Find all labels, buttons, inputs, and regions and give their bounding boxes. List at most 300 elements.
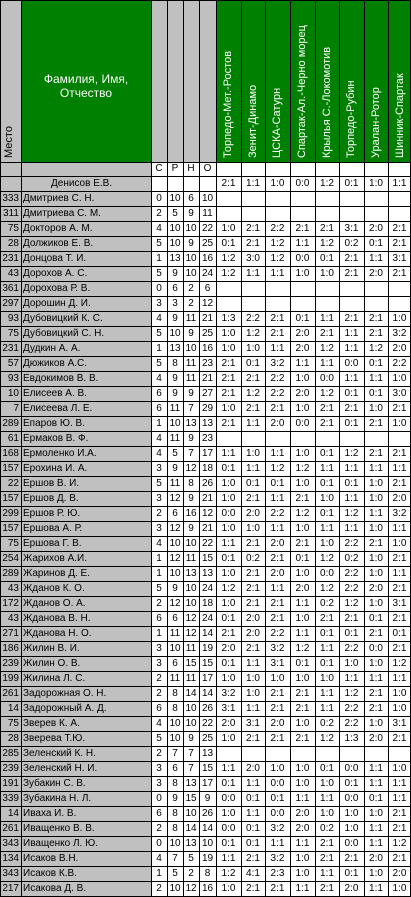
place-cell: 271	[2, 628, 19, 639]
score-cell: 1:1	[221, 853, 236, 864]
score-cell: 0:1	[344, 778, 359, 789]
stat-cell: 10	[185, 583, 197, 594]
stat-cell: 7	[188, 748, 194, 759]
stat-cell: 5	[156, 238, 162, 249]
stat-cell: 4	[156, 448, 162, 459]
score-cell	[290, 191, 315, 206]
grid-line	[265, 0, 266, 896]
score-cell: 2:2	[270, 373, 285, 384]
score-cell: 2:1	[392, 643, 407, 654]
grid-line	[0, 0, 411, 1]
stat-cell: 13	[185, 568, 197, 579]
score-cell	[315, 281, 339, 296]
stat-cell: 5	[172, 448, 178, 459]
grid-line	[0, 431, 411, 432]
grid-line	[241, 0, 242, 896]
score-cell: 3:0	[392, 388, 407, 399]
stat-cell: 6	[172, 613, 178, 624]
score-cell: 1:1	[221, 448, 236, 459]
name-cell: Зубакин С. В.	[23, 778, 86, 789]
score-cell: 1:0	[295, 673, 310, 684]
score-cell: 1:1	[344, 673, 359, 684]
score-cell	[216, 431, 241, 446]
place-cell: 186	[2, 643, 19, 654]
score-cell: 3:1	[392, 253, 407, 264]
score-cell: 1:1	[246, 778, 260, 789]
name-cell: Жилина Л. С.	[23, 673, 86, 684]
grid-line	[0, 611, 411, 612]
score-cell: 2:1	[344, 268, 359, 279]
score-cell: 0:1	[221, 838, 236, 849]
score-cell: 0:1	[221, 778, 236, 789]
score-cell: 0:0	[295, 178, 310, 189]
place-cell: 75	[7, 223, 19, 234]
stat-cell: 0	[156, 193, 162, 204]
stat-cell: 22	[201, 223, 214, 234]
stat-cell: 10	[185, 538, 197, 549]
grid-line	[0, 881, 411, 882]
score-cell: 1:1	[246, 808, 260, 819]
score-cell: 3:1	[392, 718, 407, 729]
score-cell: 2:1	[221, 358, 236, 369]
score-cell: 2:1	[270, 553, 285, 564]
name-cell: Исаков В.Н.	[23, 853, 79, 864]
score-cell: 2:1	[246, 238, 260, 249]
stat-cell: 10	[185, 808, 197, 819]
grid-line	[0, 551, 411, 552]
score-cell: 1:2	[344, 508, 359, 519]
score-cell	[339, 206, 364, 221]
score-cell	[241, 296, 265, 311]
place-cell: 361	[2, 283, 19, 294]
score-cell: 1:0	[369, 868, 383, 879]
stat-cell: 21	[201, 493, 214, 504]
grid-line	[0, 791, 411, 792]
score-cell: 2:1	[246, 568, 260, 579]
stat-header-label: Н	[187, 163, 195, 174]
score-cell: 2:0	[369, 583, 383, 594]
score-cell: 1:0	[320, 778, 334, 789]
grid-line	[0, 671, 411, 672]
score-cell: 1:0	[344, 808, 359, 819]
stat-cell: 18	[201, 463, 214, 474]
stat-cell: 23	[201, 433, 214, 444]
score-cell: 0:1	[246, 358, 260, 369]
grid-line	[0, 401, 411, 402]
name-cell: Задорожная О. Н.	[23, 688, 107, 699]
score-cell: 0:1	[320, 508, 334, 519]
grid-line	[0, 341, 411, 342]
grid-line	[0, 866, 411, 867]
score-cell: 1:0	[369, 553, 383, 564]
score-cell: 1:0	[221, 568, 236, 579]
name-cell: Дубовицкий С. Н.	[23, 328, 105, 339]
score-cell: 1:2	[270, 253, 285, 264]
stat-cell: 21	[201, 373, 214, 384]
score-cell: 2:1	[392, 478, 407, 489]
score-cell	[265, 746, 290, 761]
score-cell: 2:2	[344, 568, 359, 579]
stat-cell: 19	[201, 853, 214, 864]
stat-cell: 6	[156, 703, 162, 714]
stat-cell: 8	[188, 478, 194, 489]
stat-cell: 6	[156, 808, 162, 819]
stat-cell	[199, 176, 216, 191]
stat-cell	[183, 176, 199, 191]
score-cell: 2:1	[392, 583, 407, 594]
score-cell: 3:2	[392, 328, 407, 339]
stat-cell: 2	[188, 298, 194, 309]
score-cell: 2:1	[320, 838, 334, 849]
score-cell	[315, 296, 339, 311]
score-cell	[241, 191, 265, 206]
score-cell: 2:1	[392, 553, 407, 564]
place-cell: 7	[13, 403, 19, 414]
stat-cell: 5	[156, 733, 162, 744]
score-cell: 1:1	[369, 838, 383, 849]
stat-cell: 26	[201, 808, 214, 819]
grid-line	[0, 581, 411, 582]
score-cell: 1:0	[295, 523, 310, 534]
score-cell: 2:0	[369, 268, 383, 279]
grid-line	[0, 806, 411, 807]
score-cell: 1:1	[369, 463, 383, 474]
score-cell: 1:1	[344, 463, 359, 474]
score-cell: 0:2	[344, 553, 359, 564]
score-cell: 1:0	[392, 703, 407, 714]
stat-cell: 4	[156, 538, 162, 549]
score-cell: 3:0	[246, 253, 260, 264]
grid-line	[0, 236, 411, 237]
score-cell: 2:1	[295, 538, 310, 549]
stat-cell: 5	[172, 868, 178, 879]
score-cell: 1:2	[295, 463, 310, 474]
stat-header-label: Р	[171, 163, 179, 174]
score-cell: 2:0	[392, 493, 407, 504]
grid-line	[0, 386, 411, 387]
stat-cell: 16	[201, 883, 214, 894]
score-cell: 2:1	[392, 223, 407, 234]
stat-cell: 14	[201, 628, 214, 639]
grid-line	[388, 0, 389, 896]
stat-cell: 8	[172, 778, 178, 789]
match-header-label: Уралан-Ротор	[370, 87, 382, 158]
stat-cell: 8	[172, 823, 178, 834]
stat-cell: 13	[201, 568, 214, 579]
score-cell: 1:2	[221, 868, 236, 879]
score-cell: 1:1	[246, 463, 260, 474]
place-cell: 14	[7, 808, 19, 819]
score-cell: 2:0	[295, 343, 310, 354]
score-cell: 1:0	[295, 853, 310, 864]
stat-cell: 1	[156, 343, 162, 354]
stat-cell: 10	[169, 838, 181, 849]
name-cell: Дубовицкий К. С.	[23, 313, 103, 324]
score-cell: 1:1	[369, 253, 383, 264]
name-cell: Ершов Д. В.	[23, 493, 79, 504]
stat-cell: 27	[201, 388, 214, 399]
score-cell: 1:2	[221, 268, 236, 279]
stat-cell: 6	[156, 613, 162, 624]
score-cell: 2:1	[369, 628, 383, 639]
score-cell	[364, 281, 388, 296]
name-cell: Дорошин Д. И.	[23, 298, 91, 309]
score-cell: 2:2	[344, 538, 359, 549]
place-cell: 57	[7, 358, 19, 369]
score-cell: 1:2	[369, 343, 383, 354]
place-cell: 217	[2, 883, 19, 894]
stat-cell: 8	[204, 868, 211, 879]
score-cell: 1:2	[221, 253, 236, 264]
score-cell: 1:0	[246, 673, 260, 684]
score-cell: 1:0	[392, 418, 407, 429]
score-cell: 1:0	[221, 223, 236, 234]
score-cell: 2:2	[344, 643, 359, 654]
grid-line	[0, 206, 411, 207]
score-cell: 2:1	[270, 598, 285, 609]
grid-line	[216, 0, 217, 896]
score-cell	[241, 431, 265, 446]
stat-header-label: О	[203, 163, 212, 174]
score-cell	[364, 746, 388, 761]
score-cell: 2:1	[246, 373, 260, 384]
score-cell: 2:1	[270, 328, 285, 339]
score-cell: 1:0	[246, 343, 260, 354]
stat-cell: 13	[201, 418, 214, 429]
place-cell: 239	[2, 658, 19, 669]
score-cell: 3:2	[221, 688, 236, 699]
score-cell: 0:0	[344, 793, 359, 804]
score-cell: 0:0	[221, 793, 236, 804]
grid-line	[0, 356, 411, 357]
score-cell	[364, 296, 388, 311]
stat-cell: 7	[188, 403, 194, 414]
stat-cell: 13	[169, 343, 181, 354]
score-cell: 0:1	[246, 838, 260, 849]
score-cell: 2:0	[392, 868, 407, 879]
score-cell: 2:0	[369, 223, 383, 234]
stat-cell: 10	[185, 703, 197, 714]
stat-cell: 11	[185, 373, 197, 384]
place-cell: 43	[7, 613, 19, 624]
score-cell: 1:1	[392, 673, 407, 684]
name-cell: Денисов Е.В.	[51, 178, 113, 189]
score-cell: 1:1	[344, 373, 359, 384]
score-cell: 2:1	[369, 418, 383, 429]
score-cell: 2:1	[246, 643, 260, 654]
score-cell: 0:1	[369, 793, 383, 804]
stat-cell: 8	[172, 703, 178, 714]
stat-cell: 9	[188, 208, 194, 219]
stat-cell: 10	[169, 718, 181, 729]
score-cell: 1:1	[369, 673, 383, 684]
match-header-label: Торпедо-Рубин	[345, 80, 357, 158]
stat-cell: 10	[169, 568, 181, 579]
score-cell: 2:1	[246, 403, 260, 414]
score-cell: 1:0	[369, 523, 383, 534]
stat-cell: 10	[185, 223, 197, 234]
name-header-label: Фамилия, Имя, Отчество	[43, 72, 129, 100]
score-cell	[388, 296, 411, 311]
place-cell: 299	[2, 508, 19, 519]
stat-cell	[167, 176, 183, 191]
score-cell: 1:2	[344, 688, 359, 699]
score-cell: 2:2	[270, 388, 285, 399]
grid-line	[0, 716, 411, 717]
score-cell	[265, 206, 290, 221]
score-cell: 2:0	[295, 328, 310, 339]
score-cell: 0:1	[320, 658, 334, 669]
score-cell: 1:0	[392, 883, 407, 894]
score-cell: 1:0	[369, 568, 383, 579]
score-cell: 2:0	[369, 733, 383, 744]
score-cell: 2:3	[270, 868, 285, 879]
stat-cell: 19	[201, 643, 214, 654]
place-cell: 75	[7, 538, 19, 549]
score-cell: 0:1	[246, 793, 260, 804]
stat-cell: 11	[169, 673, 181, 684]
grid-line	[199, 0, 200, 896]
score-cell: 1:0	[392, 688, 407, 699]
subheader-band	[0, 162, 151, 176]
score-cell: 2:1	[392, 403, 407, 414]
score-cell: 1:1	[221, 538, 236, 549]
place-cell	[0, 176, 21, 191]
stat-cell: 26	[201, 478, 214, 489]
stat-cell: 11	[185, 313, 197, 324]
grid-line	[0, 461, 411, 462]
score-cell: 0:0	[221, 508, 236, 519]
score-cell: 0:0	[320, 568, 334, 579]
score-cell: 1:1	[270, 523, 285, 534]
grid-line	[315, 0, 316, 896]
score-cell	[241, 206, 265, 221]
stat-cell: 6	[156, 388, 162, 399]
score-cell: 0:1	[221, 238, 236, 249]
stat-cell: 2	[156, 508, 162, 519]
score-cell: 2:0	[246, 613, 260, 624]
score-cell: 2:1	[295, 223, 310, 234]
score-cell: 1:1	[344, 493, 359, 504]
score-cell: 1:0	[246, 448, 260, 459]
stat-cell: 4	[156, 853, 162, 864]
stat-cell: 12	[185, 628, 197, 639]
place-cell: 75	[7, 328, 19, 339]
score-cell: 1:1	[246, 703, 260, 714]
score-cell: 1:1	[295, 238, 310, 249]
stat-cell: 12	[185, 613, 197, 624]
stat-cell: 7	[188, 763, 194, 774]
score-cell: 1:1	[369, 508, 383, 519]
score-cell: 1:0	[246, 688, 260, 699]
score-cell: 2:0	[221, 643, 236, 654]
score-cell: 2:1	[369, 538, 383, 549]
score-cell: 2:0	[270, 568, 285, 579]
score-cell: 1:0	[221, 673, 236, 684]
grid-line	[0, 731, 411, 732]
score-cell: 1:2	[270, 463, 285, 474]
name-cell: Ершов В. И.	[23, 478, 80, 489]
score-cell: 0:1	[221, 463, 236, 474]
stat-cell: 10	[169, 328, 181, 339]
stat-cell: 10	[169, 733, 181, 744]
grid-line	[0, 566, 411, 567]
grid-line	[0, 281, 411, 282]
place-cell: 22	[7, 478, 19, 489]
stat-cell: 3	[156, 463, 162, 474]
stat-cell: 9	[204, 793, 211, 804]
stat-cell: 12	[169, 523, 181, 534]
score-cell: 1:1	[270, 448, 285, 459]
score-cell: 1:0	[392, 763, 407, 774]
stat-cell: 0	[156, 838, 162, 849]
place-cell: 28	[7, 733, 19, 744]
grid-line	[0, 596, 411, 597]
score-cell: 0:1	[246, 823, 260, 834]
stat-cell: 7	[188, 448, 194, 459]
score-cell: 1:1	[320, 523, 334, 534]
score-cell	[290, 746, 315, 761]
score-cell: 0:0	[295, 418, 310, 429]
score-cell: 0:2	[344, 238, 359, 249]
score-cell: 1:0	[270, 178, 285, 189]
score-cell: 1:1	[392, 778, 407, 789]
score-cell: 2:1	[392, 808, 407, 819]
score-cell: 1:1	[246, 268, 260, 279]
stat-cell: 6	[172, 508, 178, 519]
name-cell: Иващенко Л. Ю.	[23, 838, 98, 849]
grid-line	[0, 176, 411, 177]
score-cell: 0:2	[320, 718, 334, 729]
score-cell: 1:0	[320, 493, 334, 504]
stat-cell: 15	[185, 793, 197, 804]
score-cell: 0:1	[320, 448, 334, 459]
name-cell: Иваха И. В.	[23, 808, 77, 819]
score-cell: 2:1	[392, 238, 407, 249]
score-cell	[388, 206, 411, 221]
score-cell: 2:2	[344, 583, 359, 594]
stat-cell: 14	[201, 688, 214, 699]
name-cell: Жилин В. И.	[23, 643, 80, 654]
name-cell: Иващенко В. В.	[23, 823, 95, 834]
score-cell: 1:0	[369, 478, 383, 489]
score-cell: 1:3	[221, 313, 236, 324]
stat-cell: 12	[169, 493, 181, 504]
grid-line	[290, 0, 291, 896]
stat-cell: 7	[172, 748, 178, 759]
stat-cell: 9	[172, 373, 178, 384]
score-cell: 1:0	[295, 613, 310, 624]
score-cell: 3:2	[270, 823, 285, 834]
name-cell: Епаров Ю. В.	[23, 418, 85, 429]
score-cell	[216, 206, 241, 221]
stat-cell: 5	[188, 853, 194, 864]
stat-cell: 1	[156, 628, 162, 639]
stat-cell: 8	[172, 688, 178, 699]
score-cell: 1:1	[246, 418, 260, 429]
match-header-label: Крылья С.-Локомотив	[321, 46, 333, 158]
score-cell	[339, 191, 364, 206]
score-cell: 1:1	[295, 793, 310, 804]
stat-cell: 5	[156, 478, 162, 489]
grid-line	[0, 251, 411, 252]
match-header-label: ЦСКА-Сатурн	[271, 87, 283, 158]
score-cell: 2:1	[246, 538, 260, 549]
stat-cell: 21	[201, 523, 214, 534]
score-cell: 0:1	[344, 478, 359, 489]
match-header-label: Торпедо-Мет.-Ростов	[222, 50, 234, 158]
score-cell	[364, 206, 388, 221]
